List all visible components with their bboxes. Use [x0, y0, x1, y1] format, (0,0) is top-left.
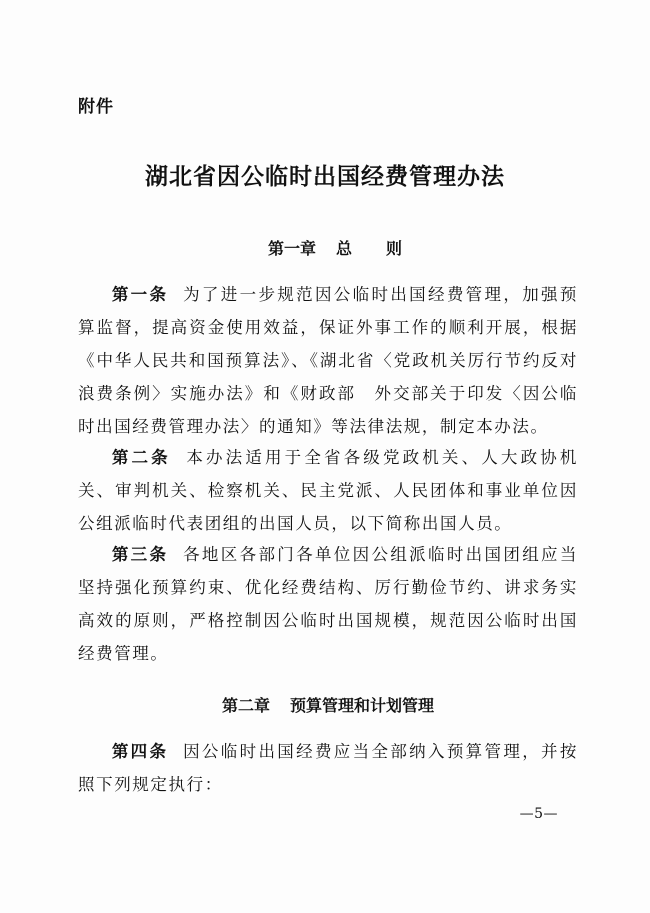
chapter-2-name: 预算管理和计划管理 [290, 696, 435, 715]
chapter-1-heading [0, 236, 650, 259]
article-1-label: 第一条 [111, 285, 169, 304]
article-4 [78, 735, 578, 801]
article-3-label: 第三条 [111, 545, 169, 564]
chapter-2-label: 第二章 [221, 696, 270, 715]
article-3-text: 各地区各部门各单位因公组派临时出国团组应当坚持强化预算约束、优化经费结构、厉行勤俭节约、讲求务实高效的原则，严格控制因公临时出国规模，规范因公临时出国经费管理。 [78, 545, 578, 663]
article-1-text: 为了进一步规范因公临时出国经费管理，加强预算监督，提高资金使用效益，保证外事工作的顺利开展，根据《中华人民共和国预算法》、《湖北省〈党政机关厉行节约反对浪费条例〉实施办法》和《财政部 外交部关于印发〈因公临时出国经费管理办法〉的通知》等法律法规，制定本办法。 [78, 285, 578, 436]
attachment-label: 附件 [78, 97, 114, 117]
article-3 [78, 538, 578, 670]
article-2 [78, 441, 578, 540]
chapter-1-name-a: 总 [335, 239, 352, 258]
chapter-1-label: 第一章 [267, 239, 316, 258]
article-2-text: 本办法适用于全省各级党政机关、人大政协机关、审判机关、检察机关、民主党派、人民团体和事业单位因公组派临时代表团组的出国人员，以下简称出国人员。 [78, 448, 578, 533]
chapter-1-name-b: 则 [386, 239, 403, 258]
article-1 [78, 278, 578, 443]
article-2-label: 第二条 [111, 448, 171, 467]
article-4-label: 第四条 [111, 742, 169, 761]
article-4-text: 因公临时出国经费应当全部纳入预算管理，并按照下列规定执行： [78, 742, 578, 794]
page-number: —5— [519, 806, 558, 822]
chapter-2-heading [0, 693, 650, 716]
document-title: 湖北省因公临时出国经费管理办法 [145, 163, 505, 190]
